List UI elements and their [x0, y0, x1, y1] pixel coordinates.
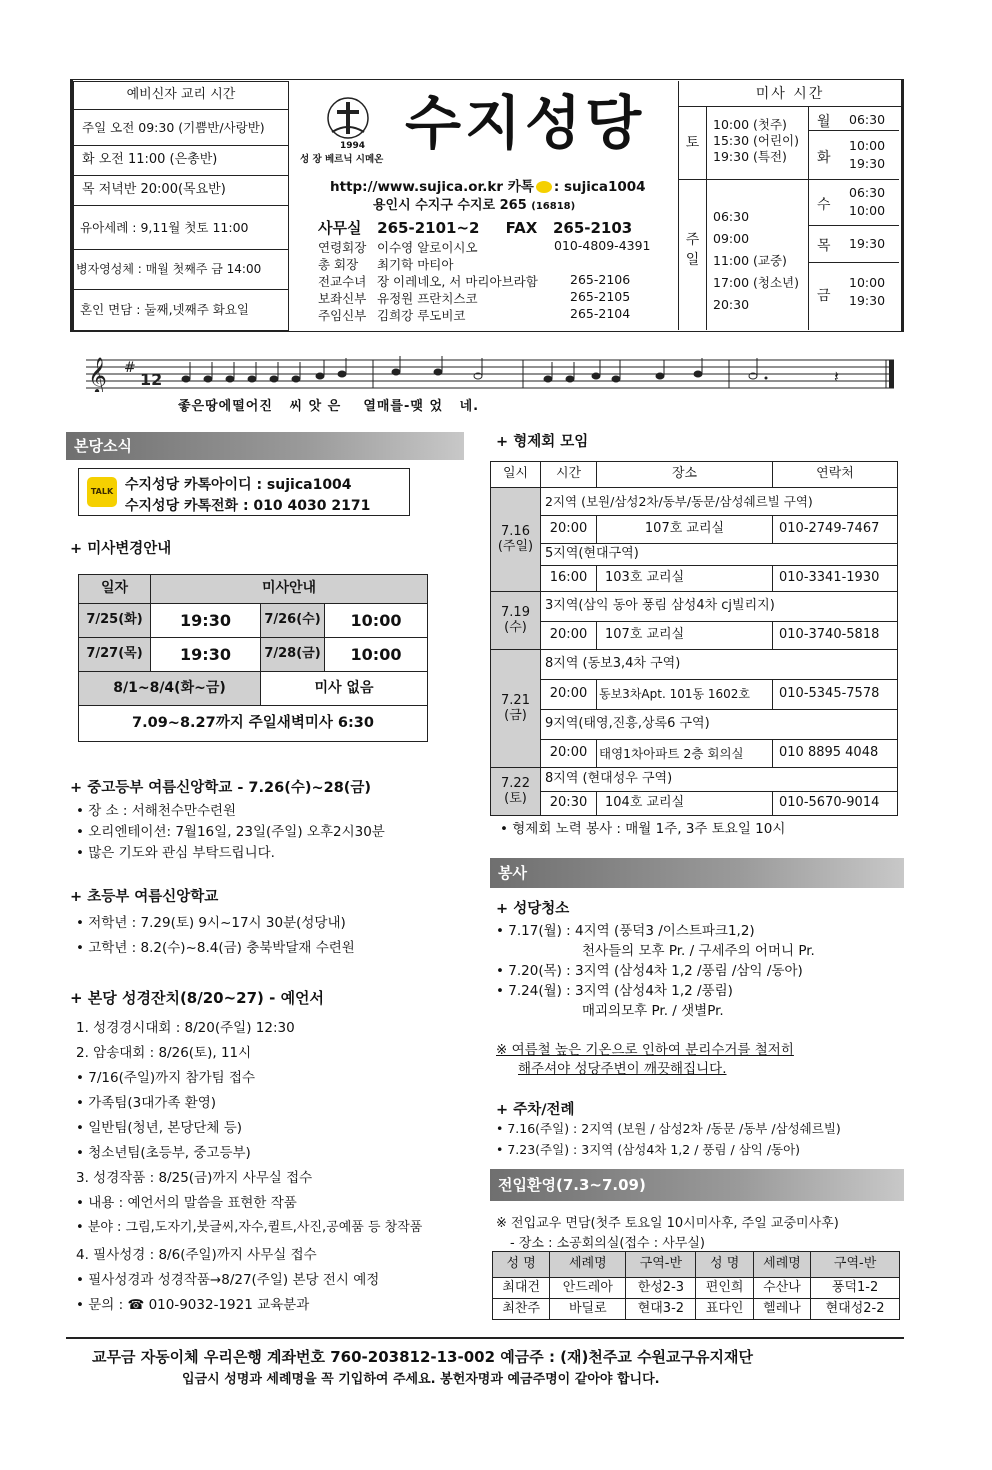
- brotherhood-table: [490, 461, 898, 816]
- bible-item: • 일반팀(청년, 본당단체 등): [76, 1120, 243, 1136]
- welcome-head: 구역-반: [811, 1252, 900, 1278]
- mass-time: 10:00 (첫주): [713, 117, 787, 132]
- mass-time: 10:00: [849, 275, 886, 290]
- weekday-label: 수: [817, 197, 831, 213]
- mass-change-title: + 미사변경안내: [70, 541, 172, 557]
- meet-district: 8지역 (동보3,4차 구역): [541, 650, 898, 680]
- parking-title: + 주차/전례: [496, 1102, 575, 1118]
- address-text: 용인시 수지구 수지로 265: [373, 198, 527, 213]
- catechism-row: 유아세례 : 9,11월 첫토 11:00: [74, 206, 289, 250]
- meet-date: 7.21 (금): [491, 650, 541, 768]
- welcome-head: 세례명: [753, 1252, 810, 1278]
- meet-phone: 010-5670-9014: [773, 792, 898, 816]
- meet-phone: 010-2749-7467: [773, 516, 898, 544]
- welcome-cell: 풍덕1-2: [811, 1278, 900, 1299]
- meet-time: 20:00: [541, 622, 597, 650]
- bible-item: • 분야 : 그림,도자기,붓글씨,자수,퀼트,사진,공예품 등 창작품: [76, 1220, 423, 1235]
- parking-item: • 7.16(주일) : 2지역 (보원 / 삼성2차 /동문 /동부 /삼성쉐르빌): [496, 1121, 841, 1136]
- welcome-note: - 장소 : 소공회의실(접수 : 사무실): [510, 1236, 705, 1251]
- mc-dawn-mass: 7.09~8.27까지 주일새벽미사 6:30: [79, 706, 428, 742]
- mc-time: 10:00: [325, 638, 428, 672]
- welcome-cell: 안드레아: [550, 1278, 626, 1299]
- parish-logo: [322, 92, 374, 142]
- weekday-label: 금: [817, 288, 831, 304]
- meet-place: 103호 교리실: [597, 566, 773, 592]
- welcome-cell: 수산나: [753, 1278, 810, 1299]
- mass-time: 06:30: [849, 185, 886, 200]
- meet-district: 3지역(삼익 동아 풍림 삼성4차 cj빌리지): [541, 592, 898, 622]
- kakao-label: 카톡: [507, 179, 534, 195]
- weekday-row: [809, 263, 899, 329]
- music-staff: [86, 352, 898, 392]
- sat-label: 토: [679, 107, 707, 180]
- meet-district: 8지역 (현대성우 구역): [541, 768, 898, 792]
- welcome-cell: 한성2-3: [626, 1278, 696, 1299]
- mass-time: 10:00: [849, 138, 886, 153]
- welcome-note: ※ 전입교우 면담(첫주 토요일 10시미사후, 주일 교중미사후): [496, 1216, 839, 1231]
- meet-time: 20:00: [541, 680, 597, 710]
- meet-head: 시간: [541, 462, 597, 488]
- meet-phone: 010-3341-1930: [773, 566, 898, 592]
- meet-phone: 010-3740-5818: [773, 622, 898, 650]
- mass-time: 15:30 (어린이): [713, 133, 799, 148]
- child-item: • 고학년 : 8.2(수)~8.4(금) 충북박달재 수련원: [76, 940, 355, 956]
- cleaning-title: + 성당청소: [496, 901, 570, 917]
- welcome-head: 성 명: [696, 1252, 753, 1278]
- meet-time: 20:30: [541, 792, 597, 816]
- footer-line1: 교무금 자동이체 우리은행 계좌번호 760-203812-13-002 예금주 : (재)천주교 수원교구유지재단: [92, 1348, 753, 1366]
- parish-name: 수지성당: [405, 89, 646, 157]
- meet-head: 연락처: [773, 462, 898, 488]
- postal-code: (16818): [531, 201, 576, 212]
- mc-date: 7/27(목): [79, 638, 151, 672]
- meet-place: 107호 교리실: [597, 516, 773, 544]
- welcome-cell: 현대3-2: [626, 1299, 696, 1320]
- staff-role: 전교수녀: [318, 274, 367, 289]
- bible-item: 3. 성경작품 : 8/25(금)까지 사무실 접수: [76, 1170, 313, 1186]
- bible-item: • 문의 : ☎ 010-9032-1921 교육분과: [76, 1297, 310, 1313]
- welcome-cell: 표다인: [696, 1299, 753, 1320]
- kakao-id: : sujica1004: [553, 179, 646, 195]
- welcome-head: 구역-반: [626, 1252, 696, 1278]
- mass-time: 19:30: [849, 236, 886, 251]
- youth-item: • 많은 기도와 관심 부탁드립니다.: [76, 845, 275, 861]
- mc-time: 19:30: [151, 638, 261, 672]
- office-phone: 265-2101~2: [377, 219, 480, 237]
- welcome-head: 세례명: [550, 1252, 626, 1278]
- section-bar-service: [490, 858, 904, 888]
- summer-note: 해주셔야 성당주변이 깨끗해집니다.: [518, 1061, 727, 1077]
- catechism-row: 혼인 면담 : 둘째,넷째주 화요일: [74, 290, 289, 331]
- cleaning-item: 천사들의 모후 Pr. / 구세주의 어머니 Pr.: [582, 943, 815, 959]
- catechism-row: 병자영성체 : 매월 첫째주 금 14:00: [74, 250, 289, 290]
- svg-text:#: #: [124, 360, 136, 376]
- staff-name: 장 이레네오, 서 마리아브라함: [377, 274, 538, 289]
- staff-phone: 265-2105: [570, 289, 631, 304]
- mass-time: 20:30: [713, 297, 750, 312]
- weekday-col: [809, 107, 899, 330]
- staff-role: 보좌신부: [318, 291, 367, 306]
- welcome-cell: 최찬주: [493, 1299, 550, 1320]
- catechism-title: 예비신자 교리 시간: [74, 82, 289, 110]
- meet-head: 일시: [491, 462, 541, 488]
- bar-title: 전입환영(7.3~7.09): [498, 1176, 646, 1194]
- office-label: 사무실: [318, 219, 362, 237]
- mass-title: 미사 시간: [679, 81, 901, 107]
- meet-date: 7.16 (주일): [491, 488, 541, 592]
- welcome-table: [492, 1251, 900, 1320]
- meet-phone: 010-5345-7578: [773, 680, 898, 710]
- child-camp-title: + 초등부 여름신앙학교: [70, 889, 219, 905]
- kakao-id-line: 수지성당 카톡아이디 : sujica1004: [125, 477, 352, 493]
- mass-time: 19:30: [849, 156, 886, 171]
- staff-row: [318, 289, 658, 306]
- cleaning-item: • 7.17(월) : 4지역 (풍덕3 /이스트파크1,2): [496, 923, 755, 939]
- mass-time: 19:30 (특전): [713, 149, 787, 164]
- parish-url[interactable]: http://www.sujica.or.kr: [330, 179, 504, 195]
- sun-times: [707, 180, 809, 330]
- bible-item: • 필사성경과 성경작품→8/27(주일) 본당 전시 예정: [76, 1272, 380, 1288]
- mc-date: 7/25(화): [79, 604, 151, 638]
- kakao-talk-icon: [536, 181, 552, 193]
- mass-change-table: [78, 574, 428, 742]
- staff-row: [318, 272, 658, 289]
- section-bar-welcome: [490, 1169, 904, 1201]
- welcome-cell: 편인희: [696, 1278, 753, 1299]
- catechism-row: 화 오전 11:00 (은총반): [74, 146, 289, 176]
- meet-head: 장소: [597, 462, 773, 488]
- meet-date: 7.22 (토): [491, 768, 541, 816]
- catechism-row: 목 저녁반 20:00(목요반): [74, 176, 289, 206]
- staff-list: [318, 238, 658, 323]
- staff-name: 김희강 루도비코: [377, 308, 466, 323]
- youth-camp-title: + 중고등부 여름신앙학교 - 7.26(수)~28(금): [70, 780, 372, 796]
- meet-district: 2지역 (보원/삼성2차/동부/동문/삼성쉐르빌 구역): [541, 488, 898, 516]
- weekday-row: [809, 180, 899, 226]
- cleaning-item: 매괴의모후 Pr. / 샛별Pr.: [582, 1003, 724, 1019]
- weekday-label: 월: [817, 114, 831, 130]
- staff-role: 주임신부: [318, 308, 367, 323]
- meet-place: 동보3차Apt. 101동 1602호: [597, 680, 773, 710]
- bible-item: 4. 필사성경 : 8/6(주일)까지 사무실 접수: [76, 1247, 317, 1263]
- bible-fest-title: + 본당 성경잔치(8/20~27) - 예언서: [70, 989, 325, 1007]
- mass-time: 11:00 (교중): [713, 253, 787, 268]
- staff-role: 총 회장: [318, 257, 359, 272]
- welcome-cell: 최대건: [493, 1278, 550, 1299]
- staff-row: [318, 238, 658, 255]
- fax-number: 265-2103: [552, 219, 633, 237]
- logo-text: 성 장 베르닉 시메온: [300, 154, 384, 165]
- footer-line2: 입금시 성명과 세례명을 꼭 기입하여 주세요. 봉헌자명과 예금주명이 같아야 합니다.: [182, 1372, 660, 1387]
- sun-label: 주일: [679, 180, 707, 330]
- office-line: [318, 217, 632, 238]
- svg-text:12: 12: [140, 370, 163, 389]
- bible-item: • 청소년팀(초등부, 중고등부): [76, 1145, 251, 1161]
- meet-note: • 형제회 노력 봉사 : 매월 1주, 3주 토요일 10시: [500, 821, 786, 837]
- staff-name: 이수영 알로이시오: [377, 240, 478, 255]
- staff-name: 최기학 마티아: [377, 257, 454, 272]
- child-item: • 저학년 : 7.29(토) 9시~17시 30분(성당내): [76, 915, 346, 931]
- mass-times-box: [678, 81, 901, 330]
- bible-item: 2. 암송대회 : 8/26(토), 11시: [76, 1045, 252, 1061]
- bible-item: 1. 성경경시대회 : 8/20(주일) 12:30: [76, 1020, 295, 1036]
- catechism-row: 주일 오전 09:30 (기쁨반/사랑반): [74, 110, 289, 146]
- mc-date: 7/28(금): [261, 638, 325, 672]
- meet-time: 16:00: [541, 566, 597, 592]
- mass-time: 10:00: [849, 203, 886, 218]
- weekday-row: [809, 107, 899, 131]
- cleaning-item: • 7.20(목) : 3지역 (삼성4차 1,2 /풍림 /삼익 /동아): [496, 963, 803, 979]
- meet-place: 태영1차아파트 2층 회의실: [597, 740, 773, 768]
- welcome-cell: 바딜로: [550, 1299, 626, 1320]
- staff-phone: 265-2104: [570, 306, 631, 321]
- welcome-cell: 현대성2-2: [811, 1299, 900, 1320]
- parish-url-line: [330, 175, 646, 195]
- meet-time: 20:00: [541, 740, 597, 768]
- bible-item: • 내용 : 예언서의 말씀을 표현한 작품: [76, 1195, 297, 1211]
- staff-name: 유정원 프란치스코: [377, 291, 478, 306]
- bar-title: 봉사: [498, 864, 527, 882]
- footer-divider: [66, 1337, 904, 1339]
- mass-time: 17:00 (청소년): [713, 275, 799, 290]
- section-bar-news: [66, 432, 464, 460]
- logo-year: 1994: [340, 141, 366, 151]
- parish-address: [373, 194, 575, 213]
- cleaning-item: • 7.24(월) : 3지역 (삼성4차 1,2 /풍림): [496, 983, 733, 999]
- weekday-row: [808, 131, 899, 180]
- meet-district: 9지역(태영,진흥,상록6 구역): [541, 710, 898, 740]
- mc-time: 10:00: [325, 604, 428, 638]
- weekday-label: 목: [817, 238, 831, 254]
- weekend-col: [679, 107, 809, 330]
- weekday-label: 화: [817, 150, 831, 166]
- bible-item: • 7/16(주일)까지 참가팀 접수: [76, 1070, 256, 1086]
- mass-time: 06:30: [849, 112, 886, 127]
- meet-time: 20:00: [541, 516, 597, 544]
- welcome-head: 성 명: [493, 1252, 550, 1278]
- brotherhood-title: + 형제회 모임: [496, 434, 589, 450]
- kakao-talk-icon: TALK: [87, 477, 117, 507]
- fax-label: FAX: [505, 219, 538, 237]
- welcome-cell: 헬레나: [753, 1299, 810, 1320]
- mass-time: 06:30: [713, 209, 750, 224]
- meet-place: 104호 교리실: [597, 792, 773, 816]
- meet-phone: 010 8895 4048: [773, 740, 898, 768]
- kakao-phone-line: 수지성당 카톡전화 : 010 4030 2171: [125, 498, 371, 514]
- svg-text:𝄽: 𝄽: [834, 367, 839, 386]
- staff-phone: 265-2106: [570, 272, 631, 287]
- summer-note: ※ 여름철 높은 기온으로 인하여 분리수거를 철저히: [496, 1042, 794, 1058]
- bible-item: • 가족팀(3대가족 환영): [76, 1095, 216, 1111]
- mc-no-mass: 미사 없음: [261, 672, 428, 706]
- catechism-table: [73, 81, 289, 331]
- kakao-box: [78, 468, 410, 516]
- youth-item: • 오리엔테이션: 7월16일, 23일(주일) 오후2시30분: [76, 824, 385, 840]
- weekday-row: [809, 226, 899, 263]
- staff-row: [318, 306, 658, 323]
- mc-time: 19:30: [151, 604, 261, 638]
- meet-date: 7.19 (수): [491, 592, 541, 650]
- music-lyrics: 좋은땅에떨어진 씨 앗 은 열매를-맺 었 네.: [178, 399, 480, 414]
- meet-place: 107호 교리실: [597, 622, 773, 650]
- sat-times: [707, 107, 809, 180]
- mass-time: 09:00: [713, 231, 750, 246]
- svg-text:𝄞: 𝄞: [88, 356, 107, 392]
- staff-role: 연령회장: [318, 240, 367, 255]
- youth-item: • 장 소 : 서해천수만수련원: [76, 803, 237, 819]
- mc-head-date: 일자: [79, 575, 151, 604]
- mc-head-info: 미사안내: [151, 575, 428, 604]
- meet-district: 5지역(현대구역): [541, 544, 898, 566]
- bar-title: 본당소식: [74, 437, 132, 455]
- staff-phone: 010-4809-4391: [554, 238, 651, 253]
- mc-date-range: 8/1~8/4(화~금): [79, 672, 261, 706]
- mc-date: 7/26(수): [261, 604, 325, 638]
- parking-item: • 7.23(주일) : 3지역 (삼성4차 1,2 / 풍림 / 삼익 /동아): [496, 1142, 801, 1157]
- mass-time: 19:30: [849, 293, 886, 308]
- staff-row: [318, 255, 658, 272]
